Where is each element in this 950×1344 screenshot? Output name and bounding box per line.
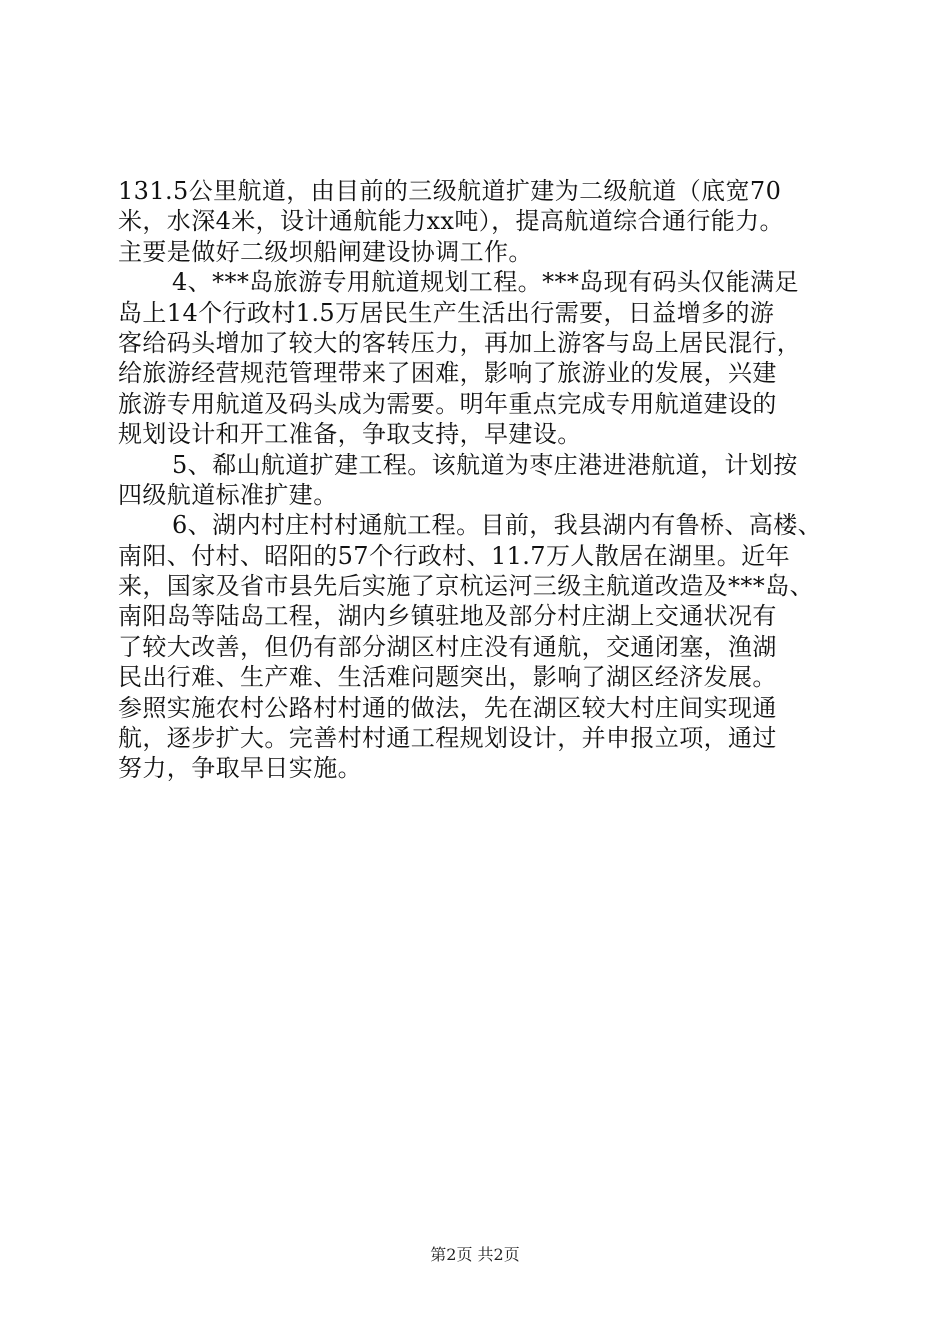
text-line: 主要是做好二级坝船闸建设协调工作。 bbox=[118, 237, 533, 266]
text-line: 客给码头增加了较大的客转压力，再加上游客与岛上居民混行， bbox=[118, 328, 802, 357]
text-line: 民出行难、生产难、生活难问题突出，影响了湖区经济发展。 bbox=[118, 663, 777, 692]
text-line: 四级航道标准扩建。 bbox=[118, 480, 338, 509]
document-body bbox=[118, 176, 848, 784]
text-line: 参照实施农村公路村村通的做法，先在湖区较大村庄间实现通 bbox=[118, 693, 777, 722]
text-line: 南阳岛等陆岛工程，湖内乡镇驻地及部分村庄湖上交通状况有 bbox=[118, 602, 777, 631]
text-line: 努力，争取早日实施。 bbox=[118, 754, 362, 783]
text-line: 6、湖内村庄村村通航工程。目前，我县湖内有鲁桥、高楼、 bbox=[172, 511, 823, 540]
page-footer: 第2页 共2页 bbox=[430, 1245, 520, 1264]
text-line: 岛上14个行政村1.5万居民生产生活出行需要，日益增多的游 bbox=[118, 298, 775, 327]
text-line: 航，逐步扩大。完善村村通工程规划设计，并申报立项，通过 bbox=[118, 724, 777, 753]
text-line: 131.5公里航道，由目前的三级航道扩建为二级航道（底宽70 bbox=[118, 177, 782, 205]
text-line: 给旅游经营规范管理带来了困难，影响了旅游业的发展，兴建 bbox=[118, 359, 777, 388]
text-line: 米，水深4米，设计通航能力xx吨），提高航道综合通行能力。 bbox=[118, 207, 784, 236]
text-line: 来，国家及省市县先后实施了京杭运河三级主航道改造及***岛、 bbox=[118, 572, 814, 601]
text-line: 规划设计和开工准备，争取支持，早建设。 bbox=[118, 420, 582, 449]
text-line: 4、***岛旅游专用航道规划工程。***岛现有码头仅能满足 bbox=[172, 268, 799, 297]
text-line: 了较大改善，但仍有部分湖区村庄没有通航，交通闭塞，渔湖 bbox=[118, 632, 777, 661]
text-line: 南阳、付村、昭阳的57个行政村、11.7万人散居在湖里。近年 bbox=[118, 541, 790, 570]
text-line: 旅游专用航道及码头成为需要。明年重点完成专用航道建设的 bbox=[118, 389, 777, 418]
text-line: 5、郗山航道扩建工程。该航道为枣庄港进港航道，计划按 bbox=[172, 450, 798, 479]
